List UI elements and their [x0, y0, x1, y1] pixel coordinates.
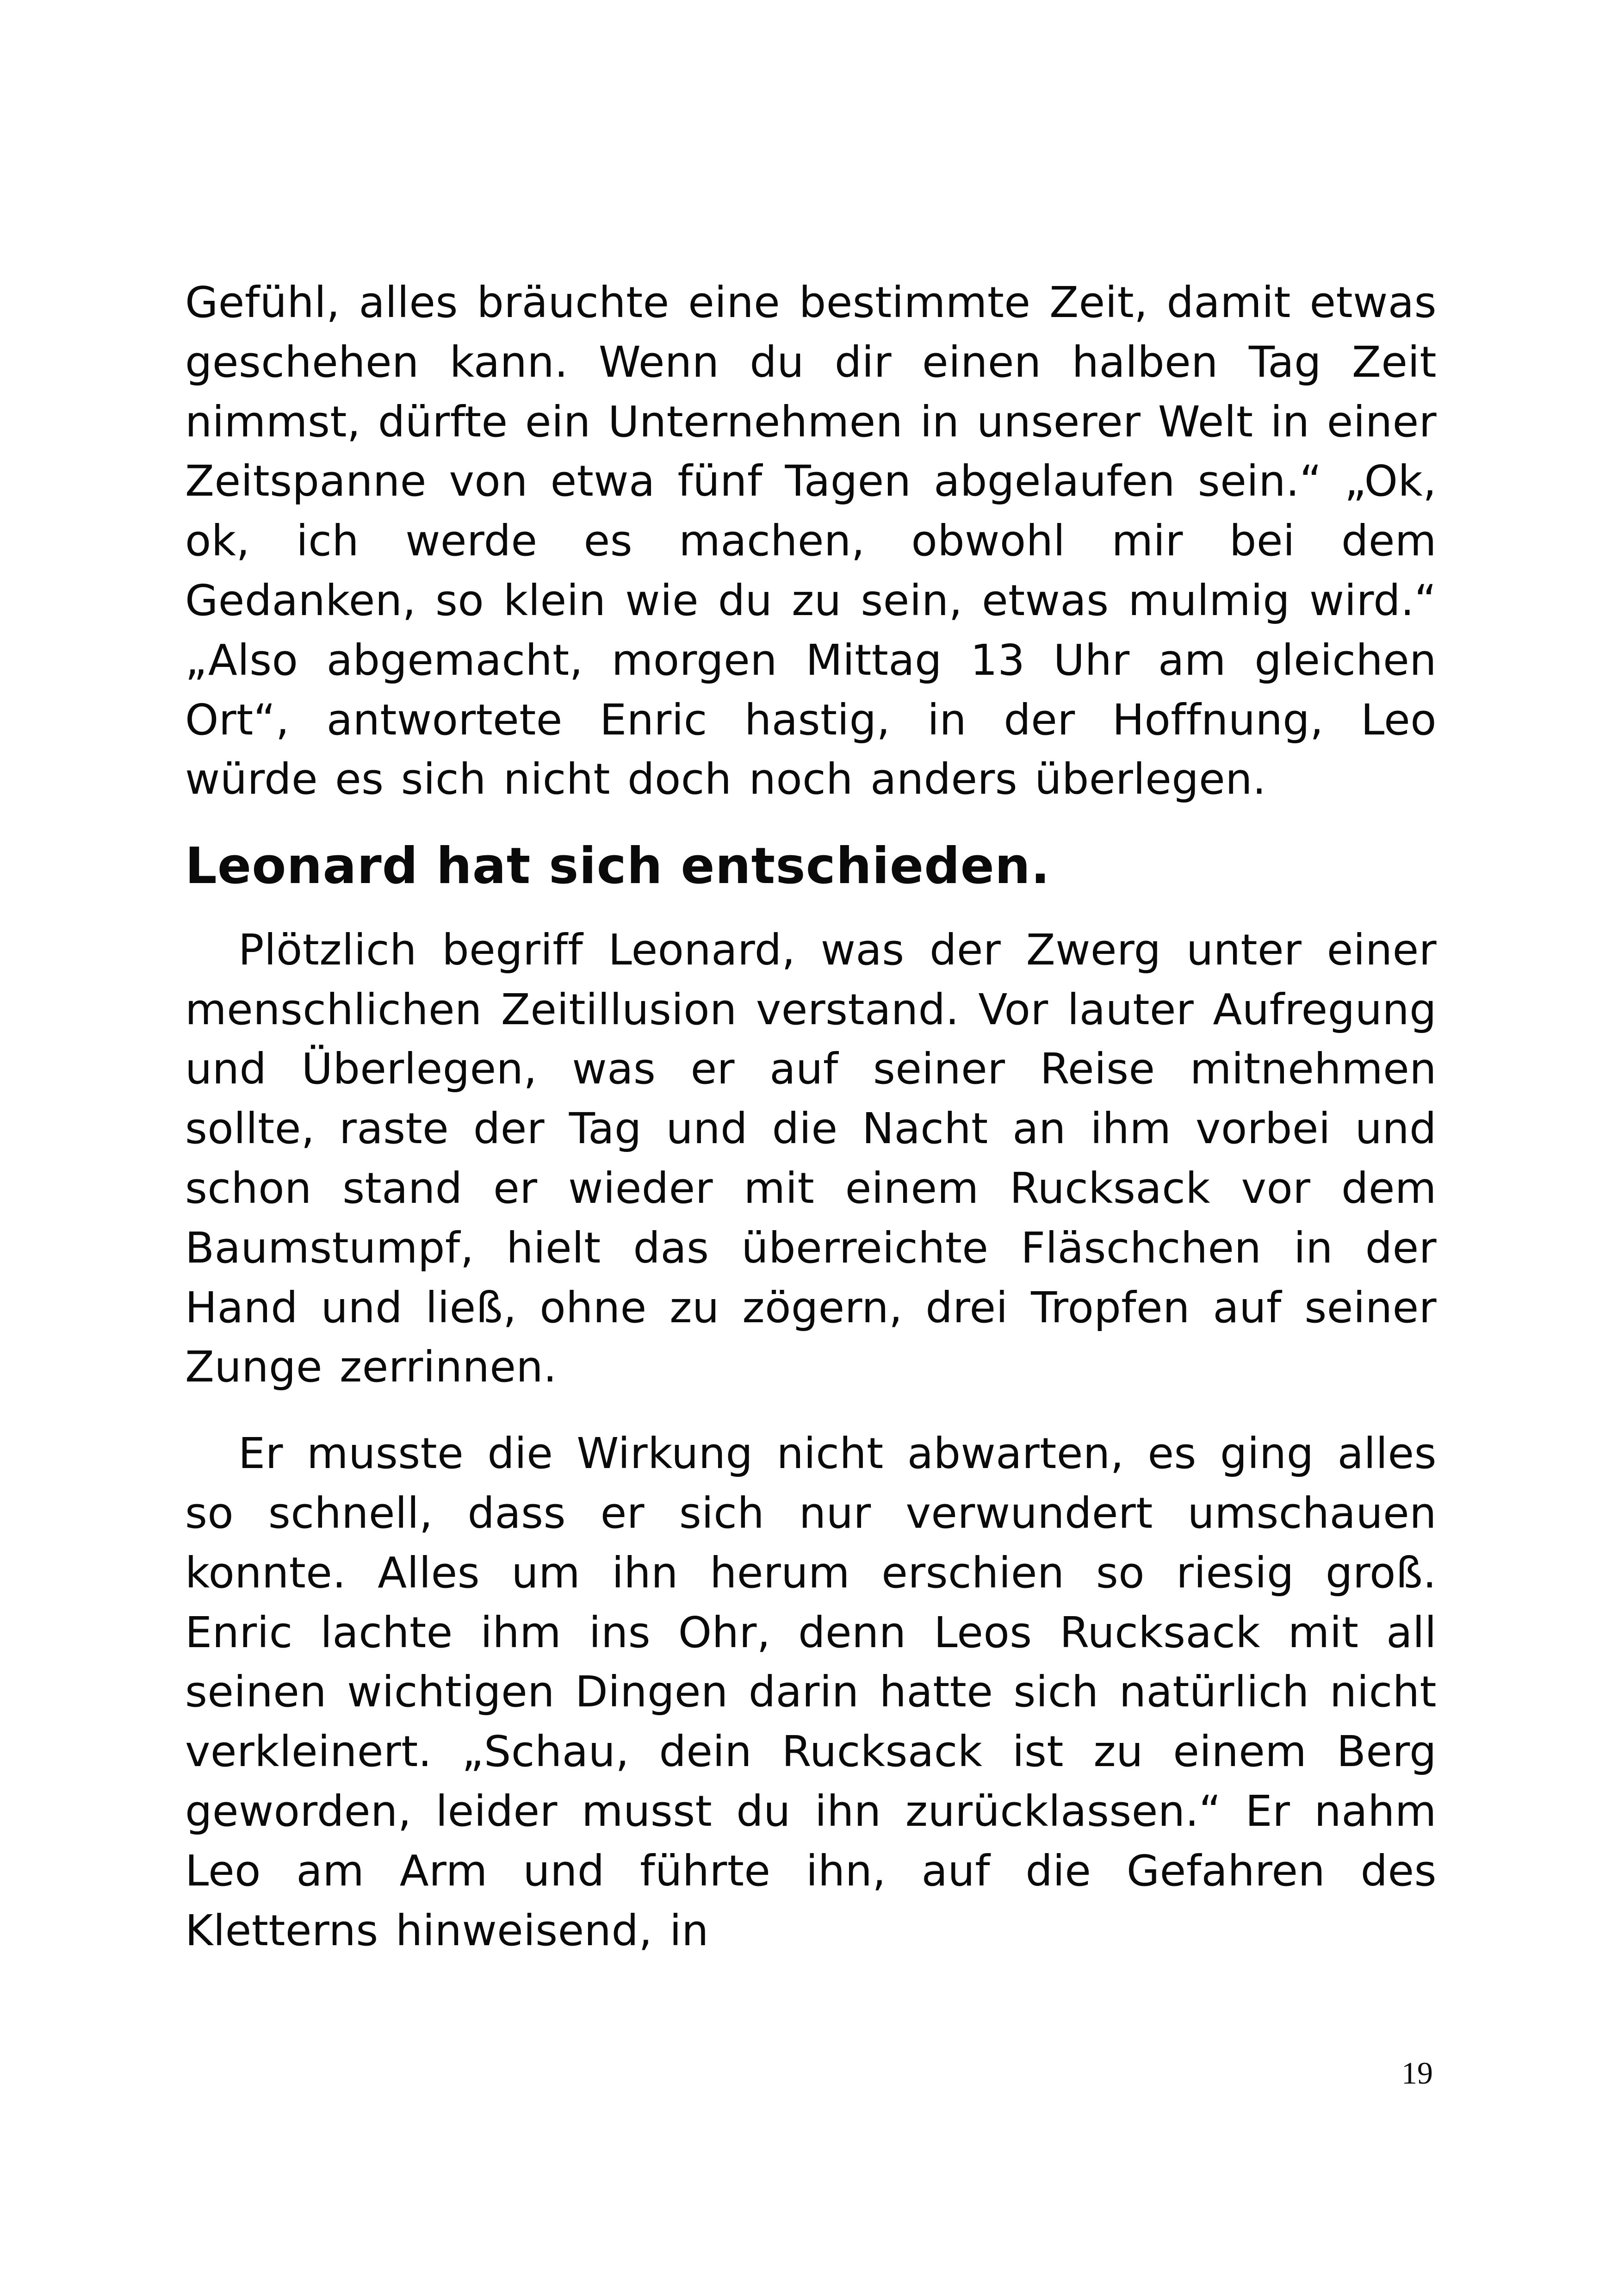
paragraph: Er musste die Wirkung nicht abwarten, es ging alles so schnell, dass er sich nur verwundert umschauen konnte. Alles um ihn herum erschien so riesig groß. Enric lachte ihm ins Ohr, denn Leos Rucksack mit all seinen wichtigen Dingen darin hatte sich natürlich nicht verkleinert. „Schau, dein Rucksack ist zu einem Berg geworden, leider musst du ihn zurücklassen.“ Er nahm Leo am Arm und führte ihn, auf die Gefahren des Kletterns hinweisend, in — [185, 1429, 1437, 1955]
section-heading: Leonard hat sich entschieden. — [185, 837, 1051, 896]
page-text-block — [185, 273, 1437, 1987]
page-number: 19 — [1401, 2055, 1433, 2091]
paragraph-continuation: Gefühl, alles bräuchte eine bestimmte Zeit, damit etwas geschehen kann. Wenn du dir einen halben Tag Zeit nimmst, dürfte ein Unternehmen in unserer Welt in einer Zeitspanne von etwa fünf Tagen abgelaufen sein.“ „Ok, ok, ich werde es machen, obwohl mir bei dem Gedanken, so klein wie du zu sein, etwas mulmig wird.“ „Also abgemacht, morgen Mittag 13 Uhr am gleichen Ort“, antwortete Enric hastig, in der Hoffnung, Leo würde es sich nicht doch noch anders überlegen. — [185, 278, 1437, 804]
paragraph: Plötzlich begriff Leonard, was der Zwerg unter einer menschlichen Zeitillusion verstand. Vor lauter Aufregung und Überlegen, was er auf seiner Reise mitnehmen sollte, raste der Tag und die Nacht an ihm vorbei und schon stand er wieder mit einem Rucksack vor dem Baumstumpf, hielt das überreichte Fläschchen in der Hand und ließ, ohne zu zögern, drei Tropfen auf seiner Zunge zerrinnen. — [185, 925, 1437, 1392]
